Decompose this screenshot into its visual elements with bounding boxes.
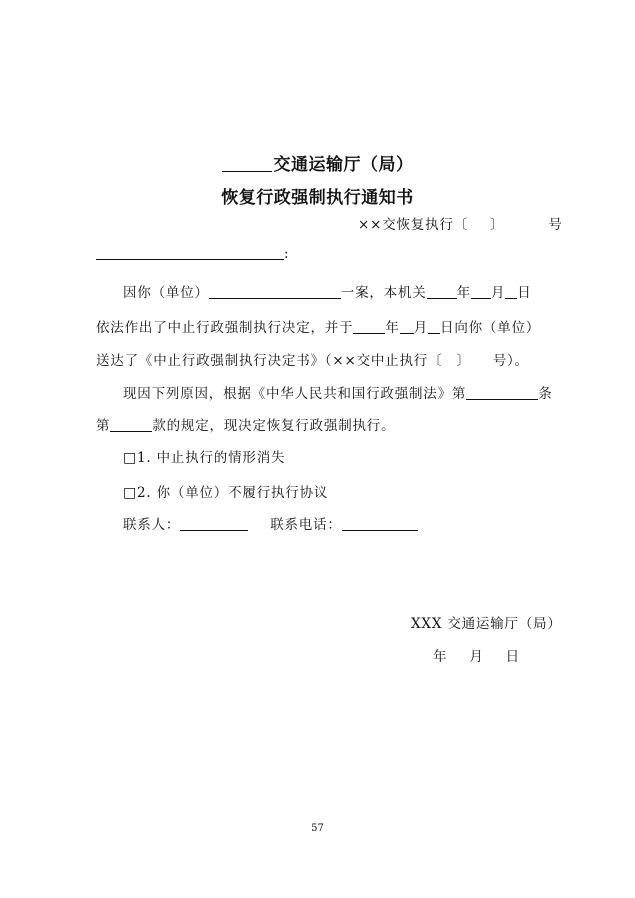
month-blank-2 bbox=[400, 319, 414, 334]
contact-line bbox=[123, 513, 418, 533]
document-title-line2: 恢复行政强制执行通知书 bbox=[221, 188, 414, 208]
para1-text-a: 因你（单位） bbox=[123, 285, 209, 301]
document-title-line1 bbox=[0, 150, 635, 175]
signature-org: XXX 交通运输厅（局） bbox=[411, 616, 562, 632]
signature-date bbox=[433, 645, 520, 665]
date-year: 年 bbox=[433, 649, 448, 665]
title-org: 交通运输厅（局） bbox=[273, 155, 414, 175]
para1-year: 年 bbox=[456, 285, 471, 301]
paragraph-1 bbox=[123, 281, 532, 301]
para2-month: 月 bbox=[413, 320, 429, 336]
title-blank-line bbox=[222, 153, 272, 172]
page-number: 57 bbox=[311, 823, 324, 834]
checkbox-2-label: 2. 你（单位）不履行执行协议 bbox=[137, 485, 329, 501]
addressee-blank bbox=[96, 245, 284, 260]
para2-text-a: 依法作出了中止行政强制执行决定，并于 bbox=[96, 320, 354, 336]
checkbox-square-icon[interactable]: □ bbox=[123, 450, 138, 466]
contact-phone-blank bbox=[342, 516, 418, 531]
para4-text-b: 条 bbox=[538, 386, 553, 402]
paragraph-5 bbox=[96, 414, 395, 434]
day-blank bbox=[505, 284, 517, 299]
paragraph-2 bbox=[96, 316, 540, 336]
para1-day: 日 bbox=[517, 285, 532, 301]
contact-phone-label: 联系电话： bbox=[270, 517, 342, 533]
checkbox-square-icon[interactable]: □ bbox=[123, 485, 138, 501]
para1-text-b: 一案，本机关 bbox=[340, 285, 427, 301]
para5-text-a: 第 bbox=[96, 418, 111, 434]
contact-person-blank bbox=[180, 516, 248, 531]
month-blank bbox=[471, 284, 491, 299]
para2-text-d: 日向你（单位） bbox=[440, 320, 541, 336]
contact-person-label: 联系人： bbox=[123, 517, 181, 533]
checkbox-reason-1[interactable] bbox=[123, 446, 285, 466]
doc-number-prefix: ××交恢复执行〔 bbox=[358, 217, 469, 233]
date-month: 月 bbox=[469, 649, 484, 665]
para3-bracket: 〕 bbox=[456, 353, 471, 369]
para5-text-b: 款的规定，现决定恢复行政强制执行。 bbox=[152, 418, 396, 434]
checkbox-reason-2[interactable] bbox=[123, 481, 328, 501]
para4-text-a: 现因下列原因，根据《中华人民共和国行政强制法》第 bbox=[123, 386, 467, 402]
checkbox-1-label: 1. 中止执行的情形消失 bbox=[137, 450, 286, 466]
article-blank bbox=[466, 385, 538, 400]
addressee-colon: : bbox=[284, 246, 290, 262]
day-blank-2 bbox=[428, 319, 440, 334]
para1-month: 月 bbox=[490, 285, 506, 301]
paragraph-3 bbox=[96, 349, 529, 369]
year-blank-2 bbox=[353, 319, 385, 334]
doc-number-bracket: 〕 bbox=[490, 217, 505, 233]
addressee-line bbox=[96, 245, 289, 262]
clause-blank bbox=[110, 417, 152, 432]
document-number bbox=[358, 213, 563, 233]
para3-text-a: 送达了《中止行政强制执行决定书》（××交中止执行〔 bbox=[96, 353, 443, 369]
case-blank bbox=[209, 284, 341, 299]
para3-text-c: 号）。 bbox=[492, 353, 529, 369]
para2-year: 年 bbox=[385, 320, 400, 336]
doc-number-suffix: 号 bbox=[548, 217, 563, 233]
year-blank bbox=[427, 284, 457, 299]
paragraph-4 bbox=[123, 382, 553, 402]
date-day: 日 bbox=[505, 649, 520, 665]
